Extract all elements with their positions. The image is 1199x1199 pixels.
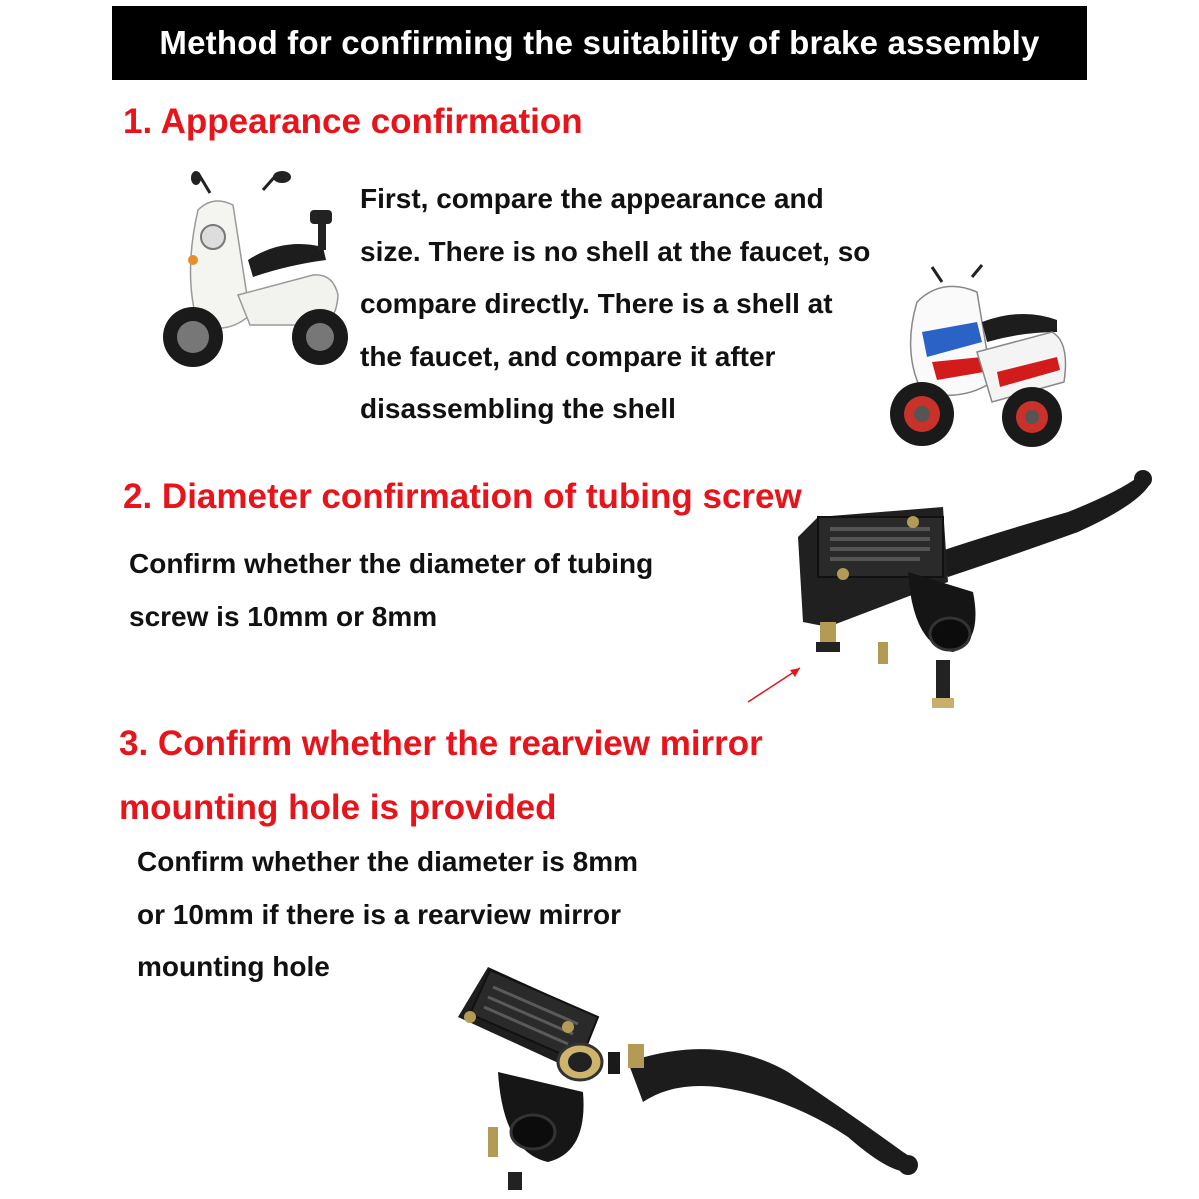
section1-line: compare directly. There is a shell at: [360, 288, 833, 319]
section1-description: [360, 173, 870, 436]
title-banner: [112, 6, 1087, 80]
section2-line: Confirm whether the diameter of tubing: [129, 548, 654, 579]
section1-heading: 1. Appearance confirmation: [123, 102, 583, 141]
section2-description: [129, 538, 653, 643]
section2-line: screw is 10mm or 8mm: [129, 600, 438, 632]
section3-heading-line1: 3. Confirm whether the rearview mirror: [119, 724, 763, 763]
section1-line: First, compare the appearance and: [360, 183, 824, 214]
white-scooter-photo: [158, 165, 353, 375]
brake-lever-photo-side: [738, 462, 1168, 722]
section3-line: Confirm whether the diameter is 8mm: [137, 846, 639, 877]
section1-line: disassembling the shell: [360, 393, 676, 424]
section3-line: or 10mm if there is a rearview mirror: [137, 898, 621, 930]
brake-lever-photo-top: [458, 962, 938, 1192]
section3-heading-line2: mounting hole is provided: [119, 788, 557, 827]
section3-line: mounting hole: [137, 951, 330, 982]
section2-heading: 2. Diameter confirmation of tubing screw: [123, 477, 802, 516]
banner-title: Method for confirming the suitability of brake assembly: [159, 24, 1040, 61]
section1-line: size. There is no shell at the faucet, so: [360, 235, 871, 267]
sport-scooter-photo: [882, 262, 1072, 452]
section1-line: the faucet, and compare it after: [360, 340, 776, 372]
